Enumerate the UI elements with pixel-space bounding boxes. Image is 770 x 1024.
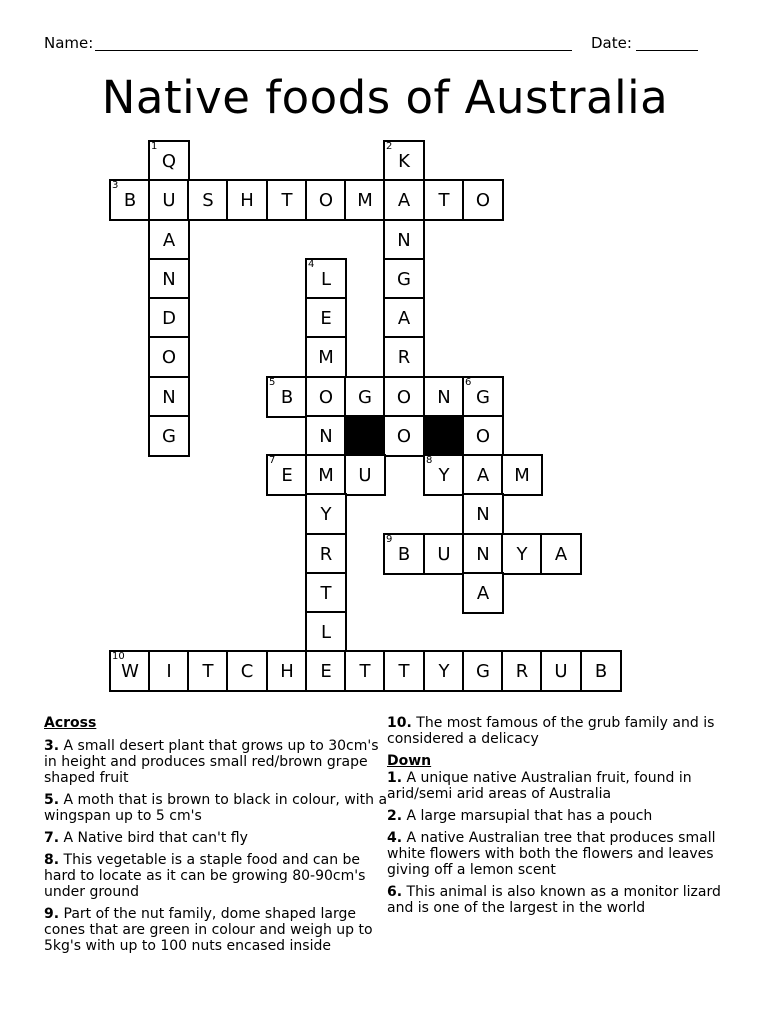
grid-cell[interactable] (148, 297, 190, 339)
grid-cell[interactable] (305, 572, 347, 614)
grid-cell[interactable] (383, 258, 425, 300)
cell-letter: A (162, 230, 176, 251)
clue-item-text: A unique native Australian fruit, found in arid/semi arid areas of Australia (387, 770, 692, 802)
grid-cell[interactable] (383, 533, 425, 575)
cell-letter: E (320, 308, 332, 329)
clue-item (387, 715, 732, 747)
grid-cell[interactable] (109, 179, 151, 221)
grid-cell[interactable] (226, 179, 268, 221)
cell-letter: U (554, 661, 568, 682)
grid-cell[interactable] (423, 376, 465, 418)
cell-letter: K (398, 151, 410, 172)
grid-cell[interactable] (305, 336, 347, 378)
clue-number: 1 (151, 141, 158, 152)
cell-letter: O (161, 347, 177, 368)
cell-letter: O (396, 426, 412, 447)
clue-item-number: 7. (44, 830, 60, 846)
grid-cell[interactable] (305, 533, 347, 575)
cell-letter: G (476, 661, 490, 682)
date-label: Date: (591, 34, 632, 52)
clue-item-text: A Native bird that can't fly (59, 830, 248, 846)
grid-cell[interactable] (148, 179, 190, 221)
across-heading: Across (44, 715, 97, 731)
grid-cell[interactable] (540, 533, 582, 575)
grid-cell[interactable] (462, 415, 504, 457)
grid-cell[interactable] (109, 650, 151, 692)
across-clue-list-continued (387, 715, 732, 747)
down-clue-list (387, 770, 732, 916)
grid-cell[interactable] (305, 611, 347, 653)
clue-item-text: This vegetable is a staple food and can be hard to locate as it can be growing 80-90cm's under ground (44, 852, 366, 900)
cell-letter: M (514, 465, 530, 486)
clue-number: 7 (269, 455, 276, 466)
clue-item (44, 852, 389, 900)
cell-letter: A (476, 583, 490, 604)
grid-cell[interactable] (148, 376, 190, 418)
cell-letter: O (318, 387, 334, 408)
clue-item-number: 8. (44, 852, 60, 868)
across-clue-list (44, 738, 389, 954)
grid-cell[interactable] (383, 219, 425, 261)
grid-cell[interactable] (148, 336, 190, 378)
cell-letter: E (281, 465, 293, 486)
cell-letter: N (437, 387, 451, 408)
grid-cell[interactable] (462, 533, 504, 575)
grid-cell[interactable] (226, 650, 268, 692)
grid-cell[interactable] (305, 415, 347, 457)
grid-cell[interactable] (344, 650, 386, 692)
clue-number: 5 (269, 377, 276, 388)
clue-item (387, 808, 732, 824)
cell-letter: Y (320, 504, 332, 525)
grid-cell[interactable] (501, 533, 543, 575)
grid-cell[interactable] (383, 140, 425, 182)
clues-left-column (44, 715, 389, 954)
cell-letter: N (319, 426, 333, 447)
cell-letter: R (319, 544, 333, 565)
cell-letter: Y (438, 661, 450, 682)
grid-cell[interactable] (266, 650, 308, 692)
grid-cell[interactable] (540, 650, 582, 692)
grid-cell[interactable] (187, 179, 229, 221)
cell-letter: R (397, 347, 411, 368)
clue-item-number: 5. (44, 792, 60, 808)
grid-cell[interactable] (423, 179, 465, 221)
cell-letter: L (320, 622, 332, 643)
grid-cell[interactable] (344, 376, 386, 418)
cell-letter: A (554, 544, 568, 565)
grid-cell[interactable] (305, 258, 347, 300)
grid-cell[interactable] (423, 454, 465, 496)
clue-number: 10 (112, 651, 125, 662)
page-title: Native foods of Australia (101, 71, 669, 124)
cell-letter: S (202, 190, 214, 211)
cell-letter: N (397, 230, 411, 251)
grid-cell[interactable] (187, 650, 229, 692)
cell-letter: M (357, 190, 373, 211)
cell-letter: N (476, 544, 490, 565)
clue-item-text: This animal is also known as a monitor lizard and is one of the largest in the world (387, 884, 721, 916)
clue-number: 8 (426, 455, 433, 466)
clue-item (44, 792, 389, 824)
clue-item-text: A moth that is brown to black in colour, with a wingspan up to 5 cm's (44, 792, 388, 824)
clue-item (44, 906, 389, 954)
cell-letter: N (162, 387, 176, 408)
grid-cell[interactable] (462, 376, 504, 418)
clue-item-text: A native Australian tree that produces small white flowers with both the flowers and leaves giving off a lemon scent (387, 830, 716, 878)
grid-cell[interactable] (266, 376, 308, 418)
grid-cell[interactable] (383, 650, 425, 692)
grid-cell[interactable] (462, 650, 504, 692)
clue-number: 2 (386, 141, 393, 152)
grid-cell[interactable] (344, 454, 386, 496)
down-heading: Down (387, 753, 432, 769)
clue-number: 4 (308, 259, 315, 270)
cell-letter: Y (516, 544, 528, 565)
cell-letter: C (240, 661, 254, 682)
cell-letter: Y (438, 465, 450, 486)
cell-letter: T (359, 661, 371, 682)
grid-cell[interactable] (462, 454, 504, 496)
cell-letter: N (162, 269, 176, 290)
grid-cell[interactable] (383, 179, 425, 221)
clue-item-text: Part of the nut family, dome shaped large cones that are green in colour and weigh up to 5kg's with up to 100 nuts encased inside (44, 906, 373, 954)
grid-cell[interactable] (305, 493, 347, 535)
clue-item (44, 830, 389, 846)
grid-cell[interactable] (383, 415, 425, 457)
clue-item-text: The most famous of the grub family and is considered a delicacy (387, 715, 715, 747)
grid-cell[interactable] (305, 650, 347, 692)
clue-item-number: 9. (44, 906, 60, 922)
grid-cell[interactable] (344, 179, 386, 221)
clue-item-text: A large marsupial that has a pouch (402, 808, 653, 824)
cell-letter: O (318, 190, 334, 211)
name-label: Name: (44, 34, 94, 52)
grid-cell[interactable] (266, 454, 308, 496)
clue-item (387, 884, 732, 916)
clue-item-text: A small desert plant that grows up to 30cm's in height and produces small red/brown grape shaped fruit (44, 738, 379, 786)
grid-cell[interactable] (148, 140, 190, 182)
cell-letter: W (121, 661, 139, 682)
cell-letter: O (475, 426, 491, 447)
grid-cell[interactable] (305, 376, 347, 418)
cell-letter: D (162, 308, 176, 329)
clue-item-number: 1. (387, 770, 403, 786)
grid-cell[interactable] (462, 179, 504, 221)
clues-right-column (387, 715, 732, 916)
cell-letter: B (123, 190, 137, 211)
grid-cell[interactable] (383, 376, 425, 418)
cell-letter: E (320, 661, 332, 682)
grid-cell[interactable] (462, 493, 504, 535)
grid-cell[interactable] (148, 258, 190, 300)
grid-cell[interactable] (148, 415, 190, 457)
grid-cell[interactable] (383, 336, 425, 378)
cell-letter: H (280, 661, 294, 682)
cell-letter: U (437, 544, 451, 565)
cell-letter: M (318, 347, 334, 368)
clue-item (387, 830, 732, 878)
cell-letter: T (438, 190, 450, 211)
grid-cell[interactable] (305, 297, 347, 339)
clue-item-number: 4. (387, 830, 403, 846)
grid-block-cell (344, 415, 386, 457)
cell-letter: H (240, 190, 254, 211)
cell-letter: B (280, 387, 294, 408)
cell-letter: T (281, 190, 293, 211)
cell-letter: T (398, 661, 410, 682)
clue-number: 3 (112, 180, 119, 191)
cell-letter: A (397, 190, 411, 211)
cell-letter: O (396, 387, 412, 408)
grid-cell[interactable] (501, 650, 543, 692)
clue-item (387, 770, 732, 802)
cell-letter: O (475, 190, 491, 211)
cell-letter: A (476, 465, 490, 486)
grid-cell[interactable] (423, 650, 465, 692)
clue-item (44, 738, 389, 786)
clue-item-number: 3. (44, 738, 60, 754)
clue-item-number: 2. (387, 808, 403, 824)
clue-item-number: 6. (387, 884, 403, 900)
clue-number: 6 (465, 377, 472, 388)
grid-cell[interactable] (305, 454, 347, 496)
cell-letter: I (166, 661, 172, 682)
grid-cell[interactable] (462, 572, 504, 614)
cell-letter: R (515, 661, 529, 682)
cell-letter: U (358, 465, 372, 486)
grid-cell[interactable] (148, 219, 190, 261)
cell-letter: A (397, 308, 411, 329)
grid-cell[interactable] (501, 454, 543, 496)
cell-letter: G (162, 426, 176, 447)
cell-letter: B (594, 661, 608, 682)
cell-letter: G (358, 387, 372, 408)
cell-letter: U (162, 190, 176, 211)
grid-cell[interactable] (423, 533, 465, 575)
cell-letter: G (397, 269, 411, 290)
grid-cell[interactable] (383, 297, 425, 339)
grid-cell[interactable] (148, 650, 190, 692)
cell-letter: L (320, 269, 332, 290)
cell-letter: T (320, 583, 332, 604)
grid-cell[interactable] (266, 179, 308, 221)
cell-letter: B (397, 544, 411, 565)
cell-letter: N (476, 504, 490, 525)
grid-block-cell (423, 415, 465, 457)
cell-letter: Q (161, 151, 177, 172)
clue-item-number: 10. (387, 715, 412, 731)
cell-letter: G (476, 387, 490, 408)
grid-cell[interactable] (305, 179, 347, 221)
cell-letter: M (318, 465, 334, 486)
clue-number: 9 (386, 534, 393, 545)
cell-letter: T (202, 661, 214, 682)
grid-cell[interactable] (580, 650, 622, 692)
